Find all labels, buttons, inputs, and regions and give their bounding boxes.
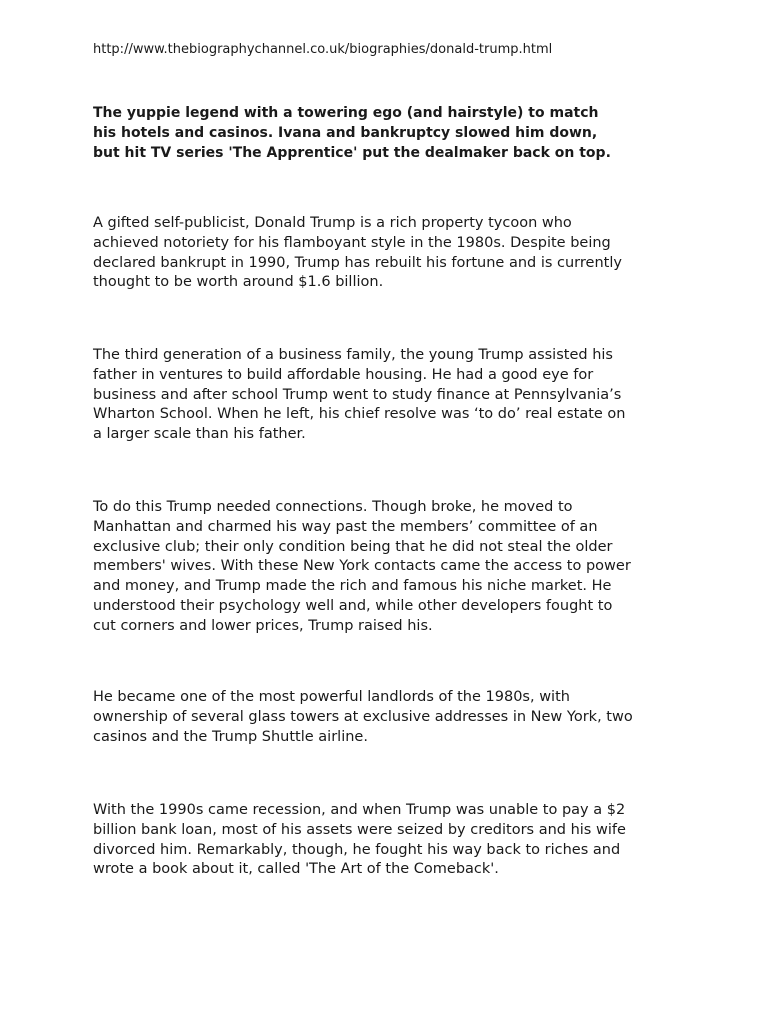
paragraph-1: A gifted self-publicist, Donald Trump is a rich property tycoon who achieved notoriety for his flamboyant style in the 1980s. Despite being declared bankrupt in 1990, Trump has rebuilt his fortune and is currently thought to be worth around $1.6 billion. — [93, 215, 622, 291]
paragraph-3: To do this Trump needed connections. Though broke, he moved to Manhattan and charmed his way past the members’ committee of an exclusive club; their only condition being that he did not steal the older members' wives. With these New York contacts came the access to power and money, and Trump made the rich and famous his niche market. He understood their psychology well and, while other developers fought to cut corners and lower prices, Trump raised his. — [93, 499, 631, 634]
paragraph-5: With the 1990s came recession, and when Trump was unable to pay a $2 billion bank loan, most of his assets were seized by creditors and his wife divorced him. Remarkably, though, he fought his way back to riches and wrote a book about it, called 'The Art of the Comeback'. — [93, 802, 626, 878]
source-url: http://www.thebiographychannel.co.uk/biographies/donald-trump.html — [93, 42, 553, 57]
article-headline: The yuppie legend with a towering ego (and hairstyle) to match his hotels and casinos. Ivana and bankruptcy slowed him down, but hit TV series 'The Apprentice' put the dealmaker back on top. — [93, 105, 611, 161]
paragraph-2: The third generation of a business family, the young Trump assisted his father in ventures to build affordable housing. He had a good eye for business and after school Trump went to study finance at Pennsylvania’s Wharton School. When he left, his chief resolve was ‘to do’ real estate on a larger scale than his father. — [93, 347, 626, 443]
paragraph-4: He became one of the most powerful landlords of the 1980s, with ownership of several glass towers at exclusive addresses in New York, two casinos and the Trump Shuttle airline. — [93, 689, 633, 745]
